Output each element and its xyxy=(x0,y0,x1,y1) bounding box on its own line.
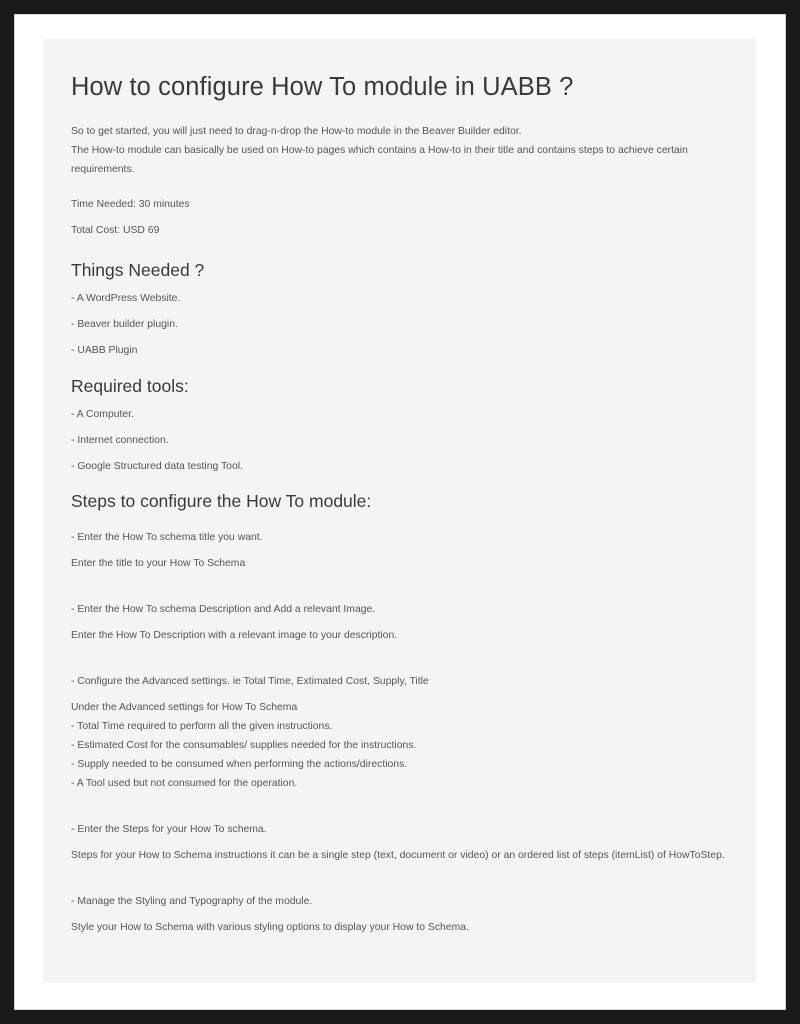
time-needed: Time Needed: 30 minutes xyxy=(71,199,190,210)
steps-heading: Steps to configure the How To module: xyxy=(71,491,372,511)
required-tools-item: - A Computer. xyxy=(71,409,134,420)
step-2-description: Enter the How To Description with a relevant image to your description. xyxy=(71,630,398,641)
step-3-title: - Configure the Advanced settings. ie Total Time, Extimated Cost, Supply, Title xyxy=(71,676,429,687)
step-1-title: - Enter the How To schema title you want. xyxy=(71,532,263,543)
step-3-description: - A Tool used but not consumed for the operation. xyxy=(71,778,298,789)
things-needed-item: - A WordPress Website. xyxy=(71,293,181,304)
page-sheet xyxy=(14,14,786,1010)
step-5-description: Style your How to Schema with various styling options to display your How to Schema. xyxy=(71,922,469,933)
step-3-description: - Total Time required to perform all the given instructions. xyxy=(71,721,333,732)
step-3-description: - Supply needed to be consumed when performing the actions/directions. xyxy=(71,759,408,770)
intro-line-2: The How-to module can basically be used on How-to pages which contains a How-to in their title and contains steps to achieve certain xyxy=(71,145,688,156)
content-panel xyxy=(43,39,756,983)
things-needed-item: - UABB Plugin xyxy=(71,345,138,356)
intro-line-1: So to get started, you will just need to drag-n-drop the How-to module in the Beaver Builder editor. xyxy=(71,126,522,137)
step-4-description: Steps for your How to Schema instructions it can be a single step (text, document or video) or an ordered list of steps (itemList) of HowToStep. xyxy=(71,850,725,861)
things-needed-heading: Things Needed ? xyxy=(71,260,205,280)
things-needed-item: - Beaver builder plugin. xyxy=(71,319,178,330)
page-title: How to configure How To module in UABB ? xyxy=(71,73,574,101)
total-cost: Total Cost: USD 69 xyxy=(71,225,160,236)
step-3-description: - Estimated Cost for the consumables/ supplies needed for the instructions. xyxy=(71,740,417,751)
required-tools-heading: Required tools: xyxy=(71,376,189,396)
step-2-title: - Enter the How To schema Description and Add a relevant Image. xyxy=(71,604,376,615)
step-4-title: - Enter the Steps for your How To schema. xyxy=(71,824,267,835)
required-tools-item: - Google Structured data testing Tool. xyxy=(71,461,243,472)
step-5-title: - Manage the Styling and Typography of the module. xyxy=(71,896,313,907)
required-tools-item: - Internet connection. xyxy=(71,435,169,446)
intro-line-3: requirements. xyxy=(71,164,135,175)
step-1-description: Enter the title to your How To Schema xyxy=(71,558,246,569)
step-3-description: Under the Advanced settings for How To Schema xyxy=(71,702,298,713)
